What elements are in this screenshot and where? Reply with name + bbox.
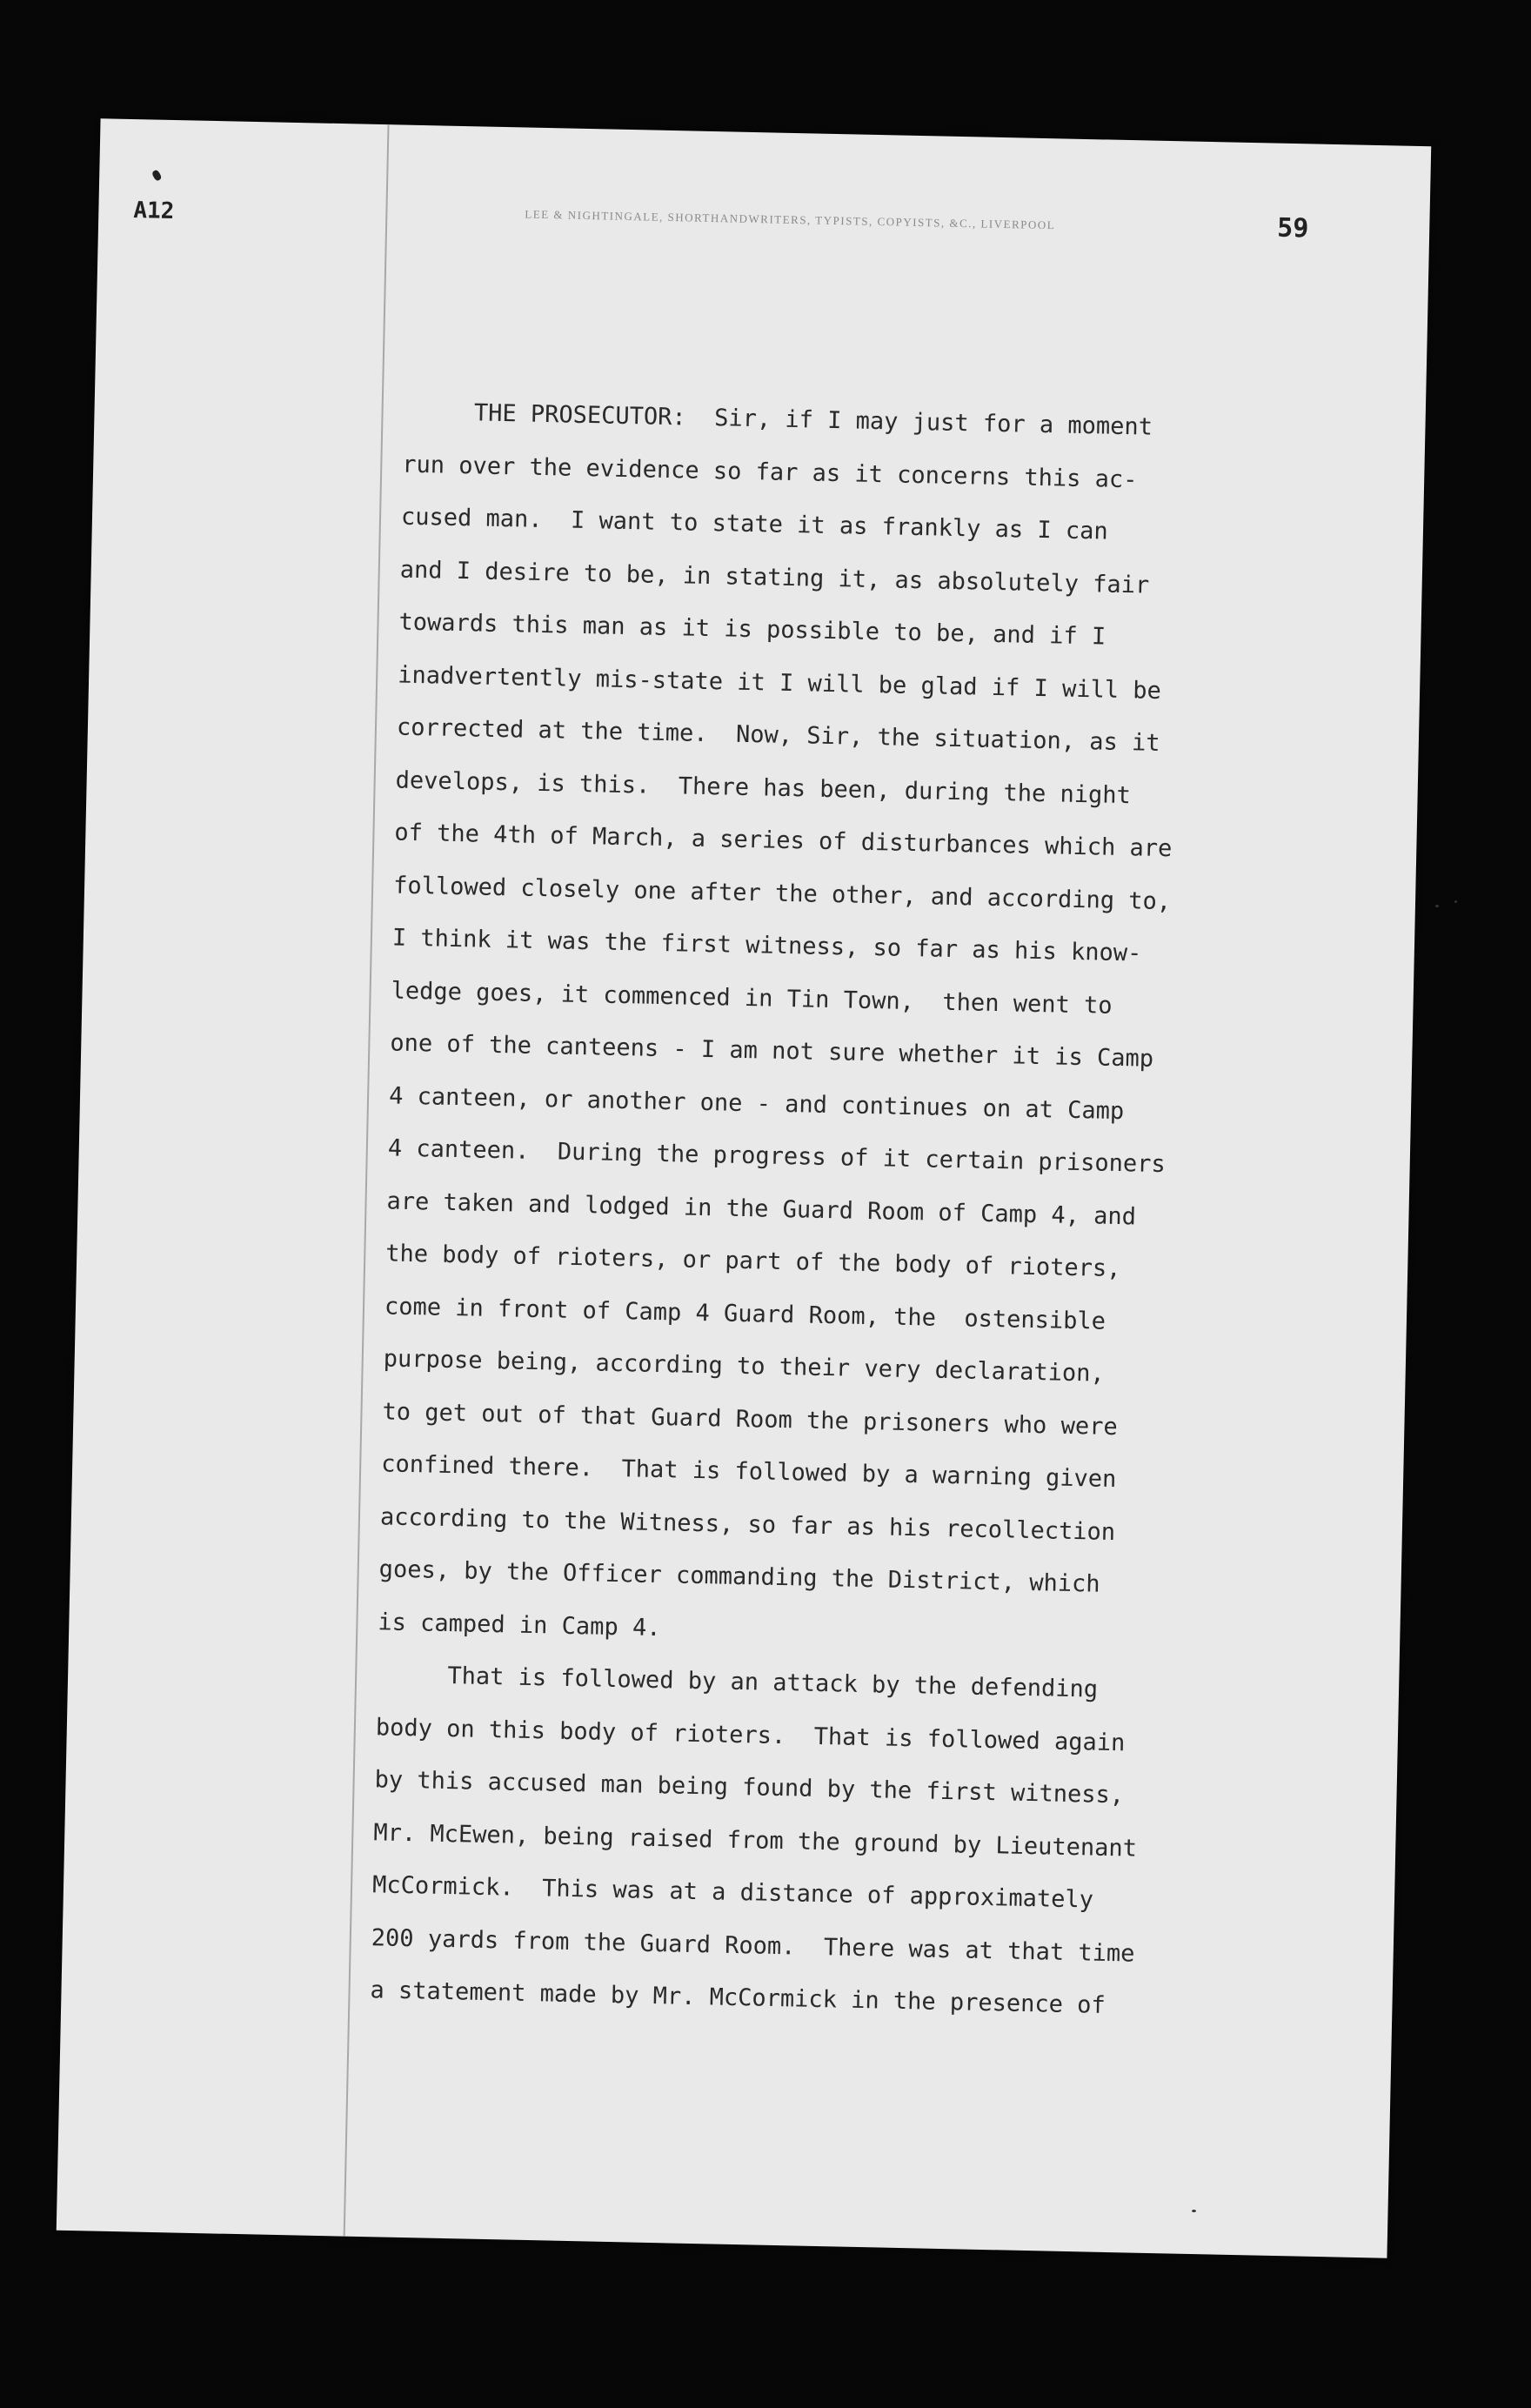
transcript-line: corrected at the time. Now, Sir, the situation, as it — [396, 713, 1160, 757]
transcript-line: McCormick. This was at a distance of approximately — [371, 1871, 1094, 1914]
transcript-line: inadvertently mis-state it I will be glad if I will be — [397, 661, 1162, 705]
transcript-line: THE PROSECUTOR: Sir, if I may just for a moment — [403, 398, 1153, 441]
transcript-line: confined there. That is followed by a warning given — [380, 1450, 1117, 1494]
transcript-body — [370, 386, 1317, 2037]
transcript-line: a statement made by Mr. McCormick in the presence of — [370, 1977, 1106, 2019]
transcript-line: followed closely one after the other, and according to, — [392, 871, 1172, 915]
transcript-line: I think it was the first witness, so far as his know- — [391, 924, 1142, 967]
transcript-line: are taken and lodged in the Guard Room of Camp 4, and — [386, 1187, 1137, 1230]
transcript-line: according to the Witness, so far as his recollection — [379, 1502, 1116, 1546]
scan-speck — [1435, 905, 1439, 907]
transcript-line: That is followed by an attack by the defending — [376, 1661, 1099, 1703]
transcript-line: of the 4th of March, a series of disturbances which are — [394, 819, 1173, 863]
transcript-line: and I desire to be, in stating it, as absolutely fair — [399, 556, 1150, 599]
transcript-line: purpose being, according to their very declaration, — [383, 1345, 1105, 1388]
transcript-line: goes, by the Officer commanding the District, which — [378, 1555, 1100, 1598]
page-number: 59 — [1276, 212, 1309, 244]
transcript-line: develops, is this. There has been, during the night — [395, 766, 1132, 809]
transcript-line: one of the canteens - I am not sure whether it is Camp — [390, 1029, 1154, 1073]
scan-speck — [1454, 900, 1457, 903]
transcript-line: is camped in Camp 4. — [378, 1608, 661, 1642]
transcript-line: Mr. McEwen, being raised from the ground by Lieutenant — [373, 1818, 1138, 1863]
transcript-line: run over the evidence so far as it concerns this ac- — [402, 451, 1138, 493]
transcript-line: 200 yards from the Guard Room. There was at that time — [371, 1923, 1135, 1968]
ink-tick-mark — [151, 169, 163, 181]
transcript-line: to get out of that Guard Room the prisoners who were — [382, 1397, 1118, 1441]
transcript-line: ledge goes, it commenced in Tin Town, then went to — [391, 976, 1113, 1020]
page-id-label: A12 — [133, 197, 175, 225]
transcript-line: body on this body of rioters. That is followed again — [375, 1713, 1126, 1756]
typed-document-sheet — [57, 118, 1432, 2258]
transcript-line: cused man. I want to state it as frankly as I can — [400, 503, 1109, 545]
letterhead: LEE & NIGHTINGALE, SHORTHANDWRITERS, TYPISTS, COPYISTS, &C., LIVERPOOL — [525, 207, 1056, 232]
transcript-line: come in front of Camp 4 Guard Room, the ostensible — [384, 1292, 1106, 1335]
transcript-line: towards this man as it is possible to be, and if I — [398, 608, 1106, 651]
transcript-line: 4 canteen, or another one - and continues on at Camp — [388, 1081, 1125, 1125]
scan-speck — [1192, 2210, 1196, 2212]
transcript-line: 4 canteen. During the progress of it certain prisoners — [387, 1134, 1167, 1179]
transcript-line: by this accused man being found by the first witness, — [374, 1766, 1125, 1809]
transcript-line: the body of rioters, or part of the body of rioters, — [385, 1240, 1121, 1283]
